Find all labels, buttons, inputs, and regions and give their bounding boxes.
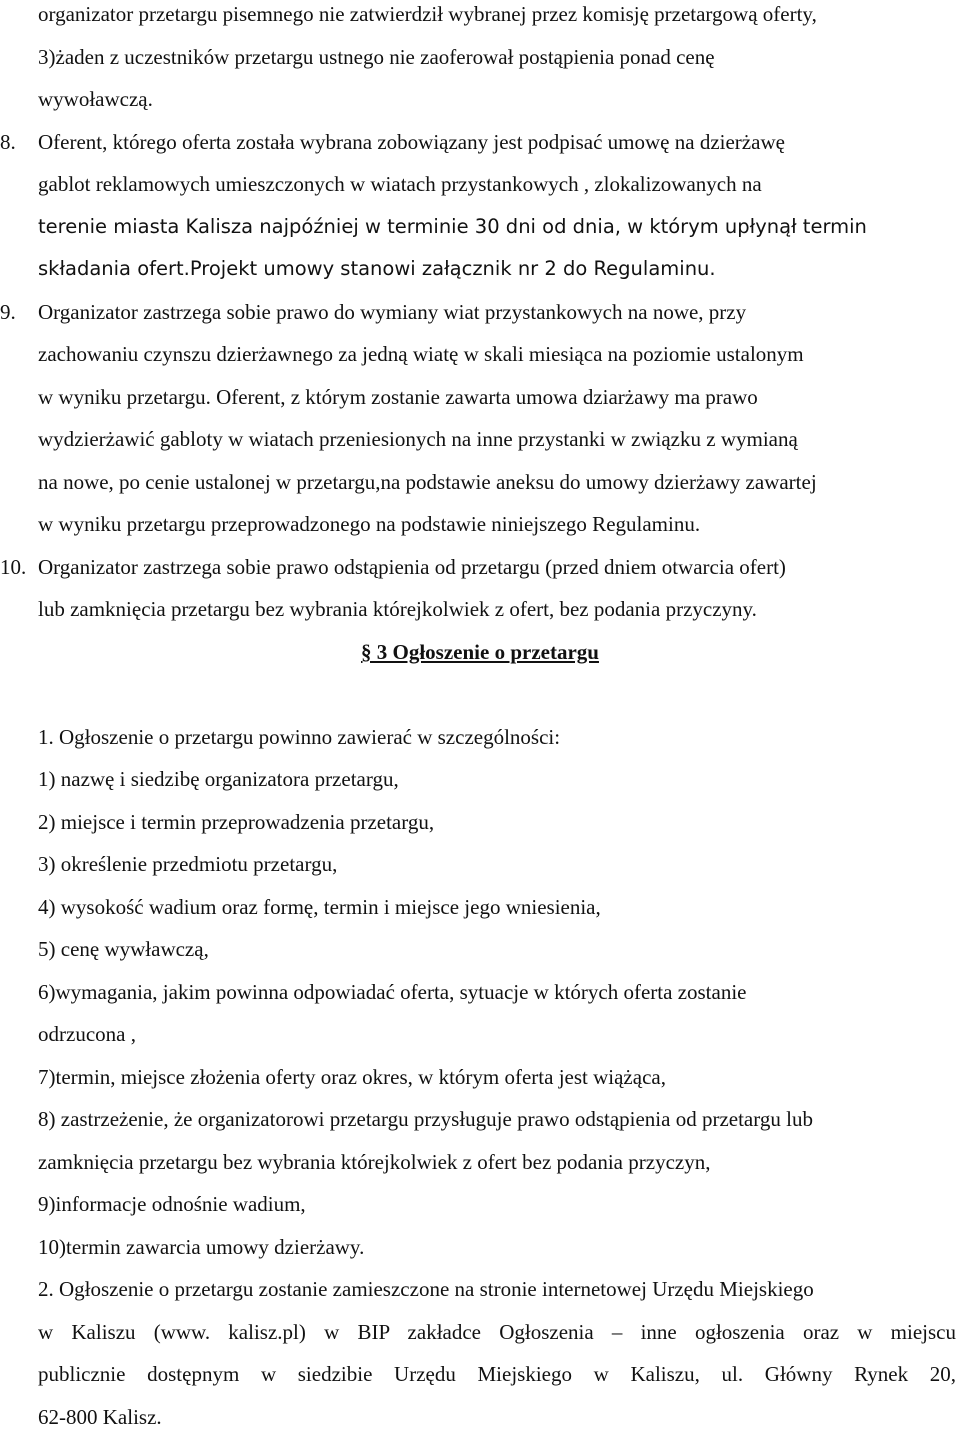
text-line: wydzierżawić gabloty w wiatach przeniesionych na inne przystanki w związku z wymianą bbox=[38, 427, 798, 451]
list-item: 5) cenę wywławczą, bbox=[38, 937, 209, 961]
list-item: 10)termin zawarcia umowy dzierżawy. bbox=[38, 1235, 365, 1259]
list-item: 4) wysokość wadium oraz formę, termin i miejsce jego wniesienia, bbox=[38, 895, 601, 919]
text-line: organizator przetargu pisemnego nie zatwierdził wybranej przez komisję przetargową oferty, bbox=[38, 2, 817, 26]
text-line: Organizator zastrzega sobie prawo do wymiany wiat przystankowych na nowe, przy bbox=[38, 300, 747, 324]
text-line: w wyniku przetargu. Oferent, z którym zostanie zawarta umowa dziarżawy ma prawo bbox=[38, 385, 758, 409]
text-line: Oferent, którego oferta została wybrana zobowiązany jest podpisać umowę na dzierżawę bbox=[38, 130, 785, 154]
list-item: 9)informacje odnośnie wadium, bbox=[38, 1192, 306, 1216]
text-line: terenie miasta Kalisza najpóźniej w terminie 30 dni od dnia, w którym upłynął termin bbox=[38, 215, 867, 238]
list-item: 8) zastrzeżenie, że organizatorowi przetargu przysługuje prawo odstąpienia od przetargu lub bbox=[38, 1107, 813, 1131]
text-line: lub zamknięcia przetargu bez wybrania którejkolwiek z ofert, bez podania przyczyny. bbox=[38, 597, 757, 621]
list-item: 3) określenie przedmiotu przetargu, bbox=[38, 852, 338, 876]
list-item: zamknięcia przetargu bez wybrania którejkolwiek z ofert bez podania przyczyn, bbox=[38, 1150, 711, 1174]
text-line: Organizator zastrzega sobie prawo odstąpienia od przetargu (przed dniem otwarcia ofert) bbox=[38, 555, 786, 579]
list-item: 6)wymagania, jakim powinna odpowiadać oferta, sytuacje w których oferta zostanie bbox=[38, 980, 747, 1004]
text-line: gablot reklamowych umieszczonych w wiatach przystankowych , zlokalizowanych na bbox=[38, 172, 762, 196]
paragraph-number: 10. bbox=[0, 555, 27, 579]
text-line: w wyniku przetargu przeprowadzonego na podstawie niniejszego Regulaminu. bbox=[38, 512, 701, 536]
paragraph-number: 8. bbox=[0, 130, 16, 154]
paragraph-number: 9. bbox=[0, 300, 16, 324]
list-item: 1. Ogłoszenie o przetargu powinno zawierać w szczególności: bbox=[38, 725, 561, 749]
text-line: zachowaniu czynszu dzierżawnego za jedną wiatę w skali miesiąca na poziomie ustalonym bbox=[38, 342, 804, 366]
text-line: 2. Ogłoszenie o przetargu zostanie zamieszczone na stronie internetowej Urzędu Miejskiego bbox=[38, 1277, 814, 1301]
text-line: w Kaliszu (www. kalisz.pl) w BIP zakładce Ogłoszenia – inne ogłoszenia oraz w miejscu bbox=[38, 1320, 956, 1344]
text-line: wywoławczą. bbox=[38, 87, 153, 111]
text-line: 3)żaden z uczestników przetargu ustnego nie zaoferował postąpienia ponad cenę bbox=[38, 45, 715, 69]
list-item: 7)termin, miejsce złożenia oferty oraz okres, w którym oferta jest wiążąca, bbox=[38, 1065, 666, 1089]
text-line: 62-800 Kalisz. bbox=[38, 1405, 162, 1429]
text-line: składania ofert.Projekt umowy stanowi załącznik nr 2 do Regulaminu. bbox=[38, 257, 716, 280]
list-item: 1) nazwę i siedzibę organizatora przetargu, bbox=[38, 767, 399, 791]
list-item: odrzucona , bbox=[38, 1022, 136, 1046]
list-item: 2) miejsce i termin przeprowadzenia przetargu, bbox=[38, 810, 435, 834]
text-line: na nowe, po cenie ustalonej w przetargu,na podstawie aneksu do umowy dzierżawy zawartej bbox=[38, 470, 817, 494]
text-line: publicznie dostępnym w siedzibie Urzędu Miejskiego w Kaliszu, ul. Główny Rynek 20, bbox=[38, 1362, 956, 1386]
section-heading: § 3 Ogłoszenie o przetargu bbox=[361, 640, 599, 664]
